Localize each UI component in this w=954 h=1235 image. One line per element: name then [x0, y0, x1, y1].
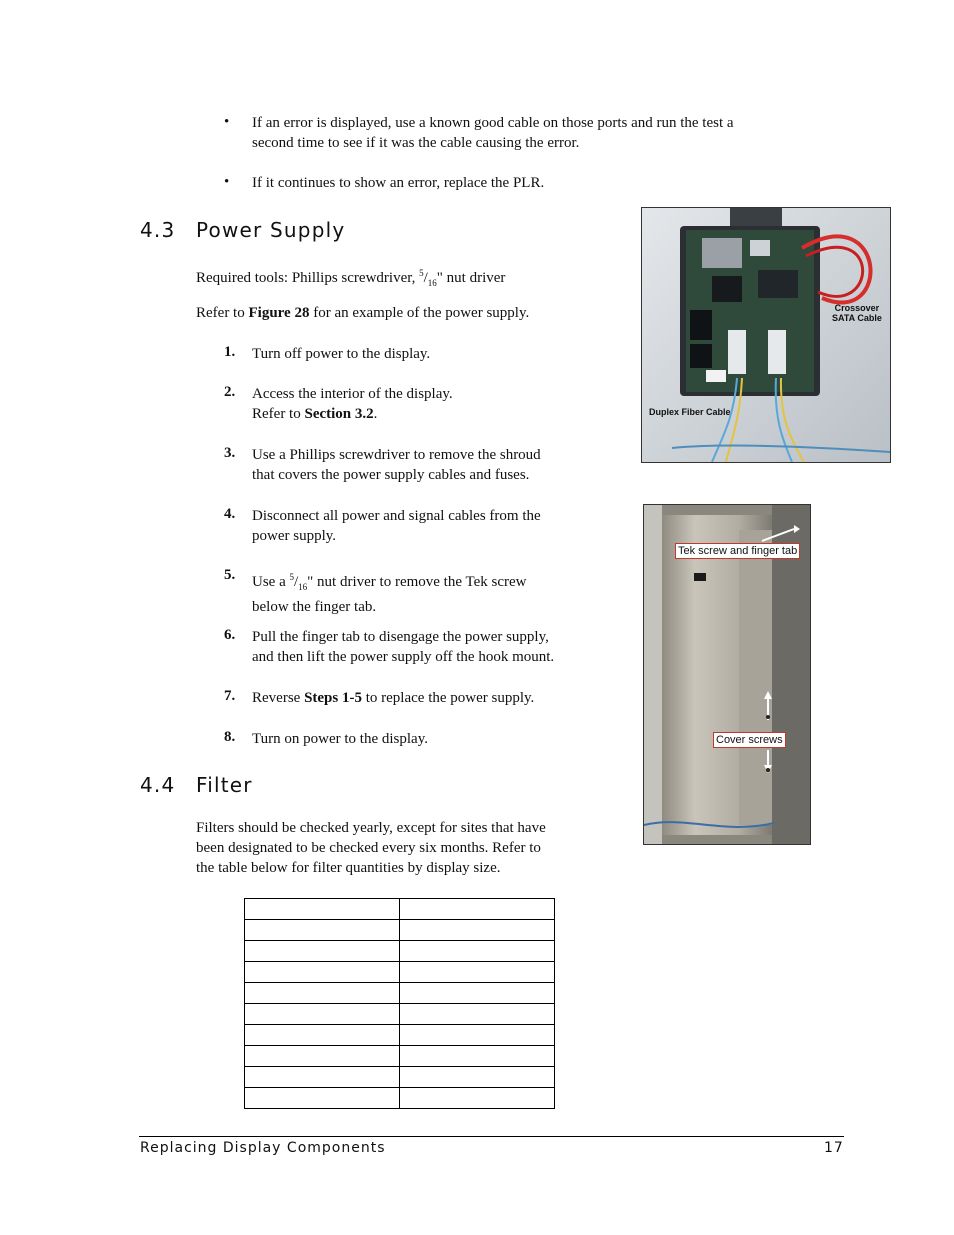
step-text — [252, 627, 554, 667]
table-cell — [400, 920, 555, 941]
step-number: 1. — [224, 344, 236, 360]
table-cell — [245, 941, 400, 962]
step-line: power supply. — [252, 528, 337, 544]
circuit-board-photo — [642, 208, 890, 462]
table-cell — [245, 920, 400, 941]
fraction-denominator: 16 — [427, 278, 437, 288]
bullet-marker: • — [224, 174, 230, 190]
footer-divider — [139, 1136, 844, 1137]
table-row — [245, 1067, 555, 1088]
step-number: 8. — [224, 729, 236, 745]
table-row — [245, 1004, 555, 1025]
fraction-numerator: 5 — [289, 572, 294, 582]
table-cell — [245, 899, 400, 920]
figure-power-supply — [643, 504, 811, 845]
section-number: 4.4 — [140, 773, 176, 797]
step-text — [252, 567, 526, 617]
table-cell — [245, 1025, 400, 1046]
steps-link[interactable]: Steps 1-5 — [304, 690, 362, 706]
table-cell — [245, 1046, 400, 1067]
crossover-label — [832, 303, 882, 323]
table-row — [245, 1025, 555, 1046]
table-cell — [400, 962, 555, 983]
step-line: Disconnect all power and signal cables from the — [252, 508, 541, 524]
step-number: 2. — [224, 384, 236, 400]
bullet-text-line: If an error is displayed, use a known good cable on those ports and run the test a — [252, 115, 734, 131]
section-heading-filter — [140, 773, 253, 797]
table-row — [245, 962, 555, 983]
step-line-text: Use a — [252, 574, 290, 590]
tek-screw-callout: Tek screw and finger tab — [675, 543, 800, 559]
fraction-slash: / — [294, 574, 299, 590]
required-tools — [196, 263, 505, 293]
step-number: 5. — [224, 567, 236, 583]
step-number: 3. — [224, 445, 236, 461]
table-cell — [245, 983, 400, 1004]
duplex-label: Duplex Fiber Cable — [649, 407, 731, 417]
crossover-label-line: Crossover — [834, 303, 880, 313]
step-line-text: Refer to — [252, 406, 305, 422]
table-cell — [400, 1067, 555, 1088]
step-text — [252, 506, 541, 546]
step-text — [252, 445, 541, 485]
table-cell — [245, 1004, 400, 1025]
page-number: 17 — [824, 1140, 844, 1156]
table-cell — [400, 1025, 555, 1046]
figure-circuit-board — [641, 207, 891, 463]
step-number: 6. — [224, 627, 236, 643]
section-number: 4.3 — [140, 218, 176, 242]
refer-text: for an example of the power supply. — [309, 305, 530, 321]
cover-screws-callout: Cover screws — [713, 732, 786, 748]
bullet-marker: • — [224, 114, 230, 130]
paragraph-line: Filters should be checked yearly, except for sites that have — [196, 820, 546, 836]
step-text — [252, 344, 430, 364]
step-line — [252, 404, 453, 424]
bullet-item — [252, 113, 734, 153]
step-line: that covers the power supply cables and fuses. — [252, 467, 530, 483]
tools-text: " nut driver — [436, 270, 506, 286]
figure-link[interactable]: Figure 28 — [248, 305, 310, 321]
footer-chapter-title: Replacing Display Components — [140, 1140, 386, 1156]
bullet-text-line: second time to see if it was the cable causing the error. — [252, 135, 580, 151]
tools-text: Required tools: Phillips screwdriver, — [196, 270, 420, 286]
step-line: and then lift the power supply off the hook mount. — [252, 649, 555, 665]
table-cell — [245, 962, 400, 983]
step-line-text: to replace the power supply. — [361, 690, 535, 706]
step-number: 7. — [224, 688, 236, 704]
step-text — [252, 729, 428, 749]
step-text — [252, 384, 453, 424]
fraction-slash: / — [423, 270, 428, 286]
table-row — [245, 983, 555, 1004]
step-line — [252, 567, 526, 597]
table-cell — [400, 941, 555, 962]
table-cell — [245, 1088, 400, 1109]
table-cell — [400, 1088, 555, 1109]
paragraph-line: the table below for filter quantities by display size. — [196, 860, 501, 876]
step-number: 4. — [224, 506, 236, 522]
table-row — [245, 899, 555, 920]
crossover-label-line: SATA Cable — [832, 313, 882, 323]
filter-paragraph — [196, 818, 546, 878]
table-cell — [400, 1046, 555, 1067]
step-line-text: " nut driver to remove the Tek screw — [307, 574, 527, 590]
step-line-text: Reverse — [252, 690, 305, 706]
table-row — [245, 920, 555, 941]
fraction-denominator: 16 — [298, 582, 308, 592]
table-cell — [400, 899, 555, 920]
table-cell — [400, 1004, 555, 1025]
fraction-numerator: 5 — [419, 268, 424, 278]
step-line: Use a Phillips screwdriver to remove the shroud — [252, 447, 541, 463]
table-row — [245, 941, 555, 962]
section-title: Filter — [196, 773, 253, 797]
table-cell — [400, 983, 555, 1004]
table-cell — [245, 1067, 400, 1088]
refer-text: Refer to — [196, 305, 249, 321]
section-title: Power Supply — [196, 218, 346, 242]
bullet-item — [252, 173, 544, 193]
figure-reference — [196, 303, 529, 323]
step-line: Turn on power to the display. — [252, 731, 428, 747]
section-heading-power-supply — [140, 218, 345, 242]
step-line-text: . — [373, 406, 378, 422]
paragraph-line: been designated to be checked every six months. Refer to — [196, 840, 541, 856]
step-line: Pull the finger tab to disengage the power supply, — [252, 629, 549, 645]
step-text — [252, 688, 534, 708]
step-line: Access the interior of the display. — [252, 386, 453, 402]
table-row — [245, 1046, 555, 1067]
step-line: Turn off power to the display. — [252, 346, 431, 362]
bullet-text-line: If it continues to show an error, replace the PLR. — [252, 175, 545, 191]
table-row — [245, 1088, 555, 1109]
step-line: below the finger tab. — [252, 599, 377, 615]
filter-quantity-table — [244, 898, 555, 1109]
section-link[interactable]: Section 3.2 — [304, 406, 374, 422]
